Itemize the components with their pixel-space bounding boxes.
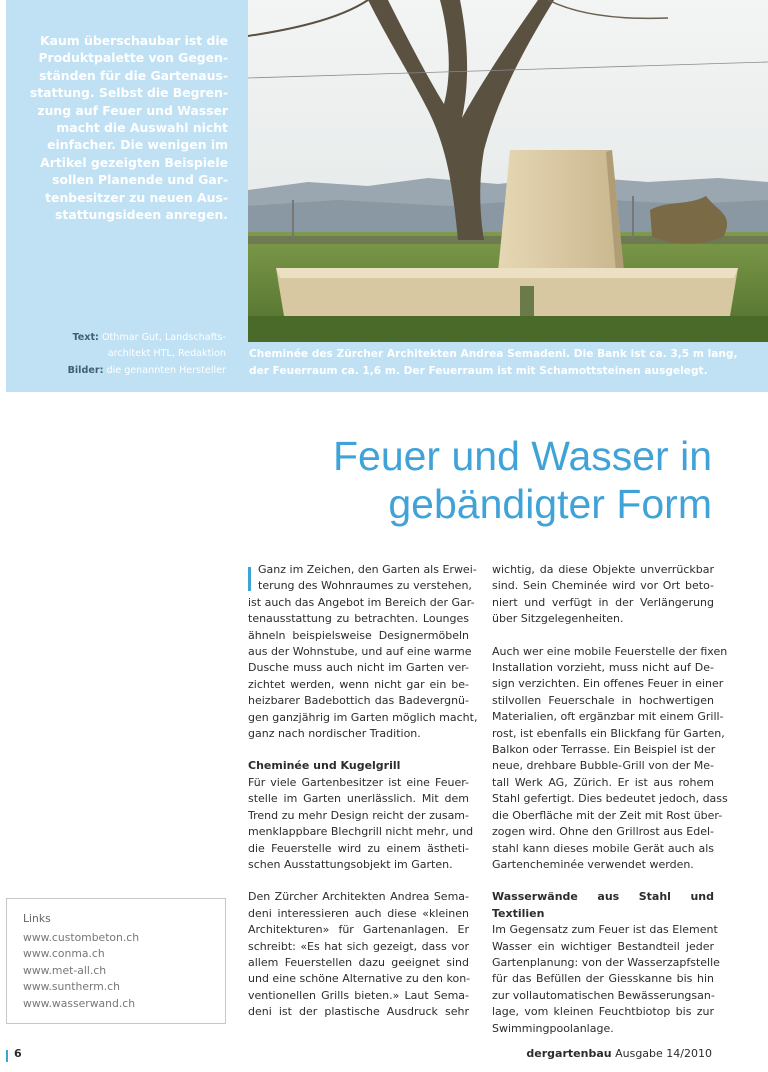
text-line: wichtig, da diese Objekte unverrückbar — [492, 563, 714, 576]
text-line: Ganz im Zeichen, den Garten als Erwei- — [258, 563, 477, 576]
text-line: Auch wer eine mobile Feuerstelle der fixen — [492, 644, 728, 658]
text-line: terung des Wohnraumes zu verstehen, — [258, 579, 472, 593]
text-line: heizbarer Badebottich das Badevergnü- — [248, 694, 469, 708]
text-line: aus der Wohnstube, und auf eine warme — [248, 645, 472, 659]
intro-line: ständen für die Gartenaus- — [39, 67, 228, 83]
text-line: ist auch das Angebot im Bereich der Gar- — [248, 595, 475, 609]
page-footer — [0, 1046, 768, 1066]
text-line: ventionellen Grills bieten.» Laut Sema- — [248, 988, 469, 1002]
text-line: gen ganzjährig im Garten möglich macht, — [248, 710, 478, 724]
text-line: tall Werk AG, Zürich. Er ist aus rohem — [492, 775, 714, 789]
page-number: 6 — [14, 1047, 22, 1060]
credits-text-label: Text: — [72, 332, 99, 343]
paragraph-mobile-fire — [492, 644, 728, 874]
intro-line: einfacher. Die wenigen im — [47, 137, 228, 153]
paragraph-intro — [248, 562, 478, 742]
text-line: ganz nach nordischer Tradition. — [248, 727, 421, 741]
text-line: sind. Sein Cheminée wird vor Ort beto- — [492, 579, 714, 593]
intro-line: stattung. Selbst die Begren- — [29, 85, 228, 101]
text-line: stelle im Garten unerlässlich. Mit dem — [248, 792, 469, 806]
text-line: deni interessieren auch diese «kleinen — [248, 906, 469, 920]
text-line: Im Gegensatz zum Feuer ist das Element — [492, 923, 718, 937]
text-line: Swimmingpoolanlage. — [492, 1021, 614, 1035]
text-line: zichtet werden, wenn nicht gar ein be- — [248, 677, 469, 691]
text-line: Gartencheminée verwendet werden. — [492, 857, 694, 871]
section-heading: Wasserwände aus Stahl und Textilien — [492, 890, 714, 920]
text-line: Wasser ein wichtiger Bestandteil jeder — [492, 939, 714, 953]
text-line: über Sitzgelegenheiten. — [492, 612, 624, 626]
text-line: sign verzichten. Ein offenes Feuer in einer — [492, 677, 724, 691]
text-line: für das Befüllen der Giesskanne bis hin — [492, 972, 714, 986]
text-line: die Oberfläche mit der Zeit mit Rost über- — [492, 808, 723, 822]
intro-line: Artikel gezeigten Beispiele — [40, 154, 228, 170]
text-line: rost, ist ebenfalls ein Blickfang für Garten, — [492, 726, 725, 740]
paragraph-semadeni — [248, 889, 469, 1020]
text-line: Materialien, oft ergänzbar mit einem Grill- — [492, 710, 724, 724]
magazine-name: dergartenbau — [526, 1047, 612, 1060]
intro-line: tenbesitzer zu neuen Aus- — [45, 189, 228, 205]
text-line: Gartenplanung: von der Wasserzapfstelle — [492, 955, 720, 969]
text-line: allem Feuerstellen dazu geeignet sind — [248, 955, 469, 969]
links-box — [6, 898, 226, 1024]
text-line: neue, drehbare Bubble-Grill von der Me- — [492, 759, 714, 773]
text-line: die Feuerstelle wird zu einem ästheti- — [248, 841, 469, 855]
hero-photo — [248, 0, 768, 342]
text-line: ähneln beispielsweise Designermöbeln — [248, 628, 469, 642]
intro-line: sollen Planende und Gar- — [52, 172, 228, 188]
text-line: Architekturen» für Gartenanlagen. Er — [248, 923, 469, 937]
section-heading: Cheminée und Kugelgrill — [248, 759, 401, 773]
credits-text-author: Othmar Gut, Landschafts- — [101, 332, 226, 343]
text-column-left — [248, 562, 478, 1037]
credits-text-line2: architekt HTL, Redaktion — [107, 348, 226, 360]
link-custombeton[interactable]: www.custombeton.ch — [23, 930, 140, 944]
page-number-marker — [6, 1050, 8, 1062]
section-cheminee — [248, 758, 474, 873]
intro-line: Produktpalette von Gegen- — [38, 50, 228, 66]
hero-photo-illustration — [248, 0, 768, 342]
credits-images-value: die genannten Hersteller — [106, 364, 226, 376]
text-line: Dusche muss auch nicht im Garten ver- — [248, 661, 469, 675]
article-title — [333, 432, 712, 528]
paragraph-continuation — [492, 562, 714, 628]
link-conma[interactable]: www.conma.ch — [23, 947, 105, 961]
photo-caption — [249, 346, 765, 380]
magazine-issue — [526, 1047, 712, 1060]
text-line: zur vollautomatischen Bewässerungsan- — [492, 988, 715, 1002]
credits-images-label: Bilder: — [67, 364, 104, 376]
text-line: Trend zu mehr Design reicht der zusam- — [248, 808, 469, 822]
text-line: tenausstattung zu betrachten. Lounges — [248, 612, 469, 626]
text-line: menklappbare Blechgrill nicht mehr, und — [248, 825, 474, 839]
text-line: zogen wird. Ohne den Grillrost aus Edel- — [492, 825, 714, 839]
text-line: Balkon oder Terrasse. Ein Beispiel ist der — [492, 743, 716, 757]
intro-line: macht die Auswahl nicht — [56, 120, 228, 136]
credits-text-line — [24, 330, 226, 346]
intro-line: Kaum überschaubar ist die — [40, 33, 228, 48]
paragraph-accent-bar — [248, 567, 251, 591]
intro-line: zung auf Feuer und Wasser — [37, 102, 228, 118]
links-title: Links — [23, 912, 51, 925]
credits-images-line — [24, 363, 226, 379]
text-line: niert und verfügt in der Verlängerung — [492, 595, 714, 609]
text-line: lage, vom kleinen Feuchtbiotop bis zur — [492, 1005, 714, 1019]
section-water-walls — [492, 889, 720, 1037]
text-line: Den Zürcher Architekten Andrea Sema- — [248, 890, 469, 904]
text-line: Stahl gefertigt. Dies bedeutet jedoch, dass — [492, 792, 728, 806]
caption-line: Cheminée des Zürcher Architekten Andrea Semadeni. Die Bank ist ca. 3,5 m lang, — [249, 348, 738, 360]
text-line: stahl kann dieses mobile Gerät auch als — [492, 841, 714, 855]
text-line: und eine schöne Alternative zu den kon- — [248, 972, 471, 986]
text-line: deni ist der plastische Ausdruck sehr — [248, 1005, 469, 1019]
text-line: Für viele Gartenbesitzer ist eine Feuer- — [248, 775, 469, 789]
caption-line: der Feuerraum ca. 1,6 m. Der Feuerraum ist mit Schamottsteinen ausgelegt. — [249, 365, 708, 377]
intro-line: stattungsideen anregen. — [55, 207, 228, 223]
link-suntherm[interactable]: www.suntherm.ch — [23, 980, 120, 994]
link-wasserwand[interactable]: www.wasserwand.ch — [23, 996, 136, 1010]
text-column-right — [492, 562, 728, 1053]
issue-number: Ausgabe 14/2010 — [615, 1047, 712, 1060]
text-line: stilvollen Feuerschale in hochwertigen — [492, 693, 714, 707]
text-line: Installation vorzieht, muss nicht auf De- — [492, 661, 714, 675]
text-line: schen Ausstattungsobjekt im Garten. — [248, 857, 453, 871]
article-title-line1: Feuer und Wasser in — [332, 433, 712, 479]
article-title-line2: gebändigter Form — [388, 481, 712, 527]
credits — [24, 330, 226, 379]
intro-text — [24, 32, 228, 223]
text-line: schreibt: «Es hat sich gezeigt, dass vor — [248, 939, 469, 953]
link-met-all[interactable]: www.met-all.ch — [23, 963, 107, 977]
